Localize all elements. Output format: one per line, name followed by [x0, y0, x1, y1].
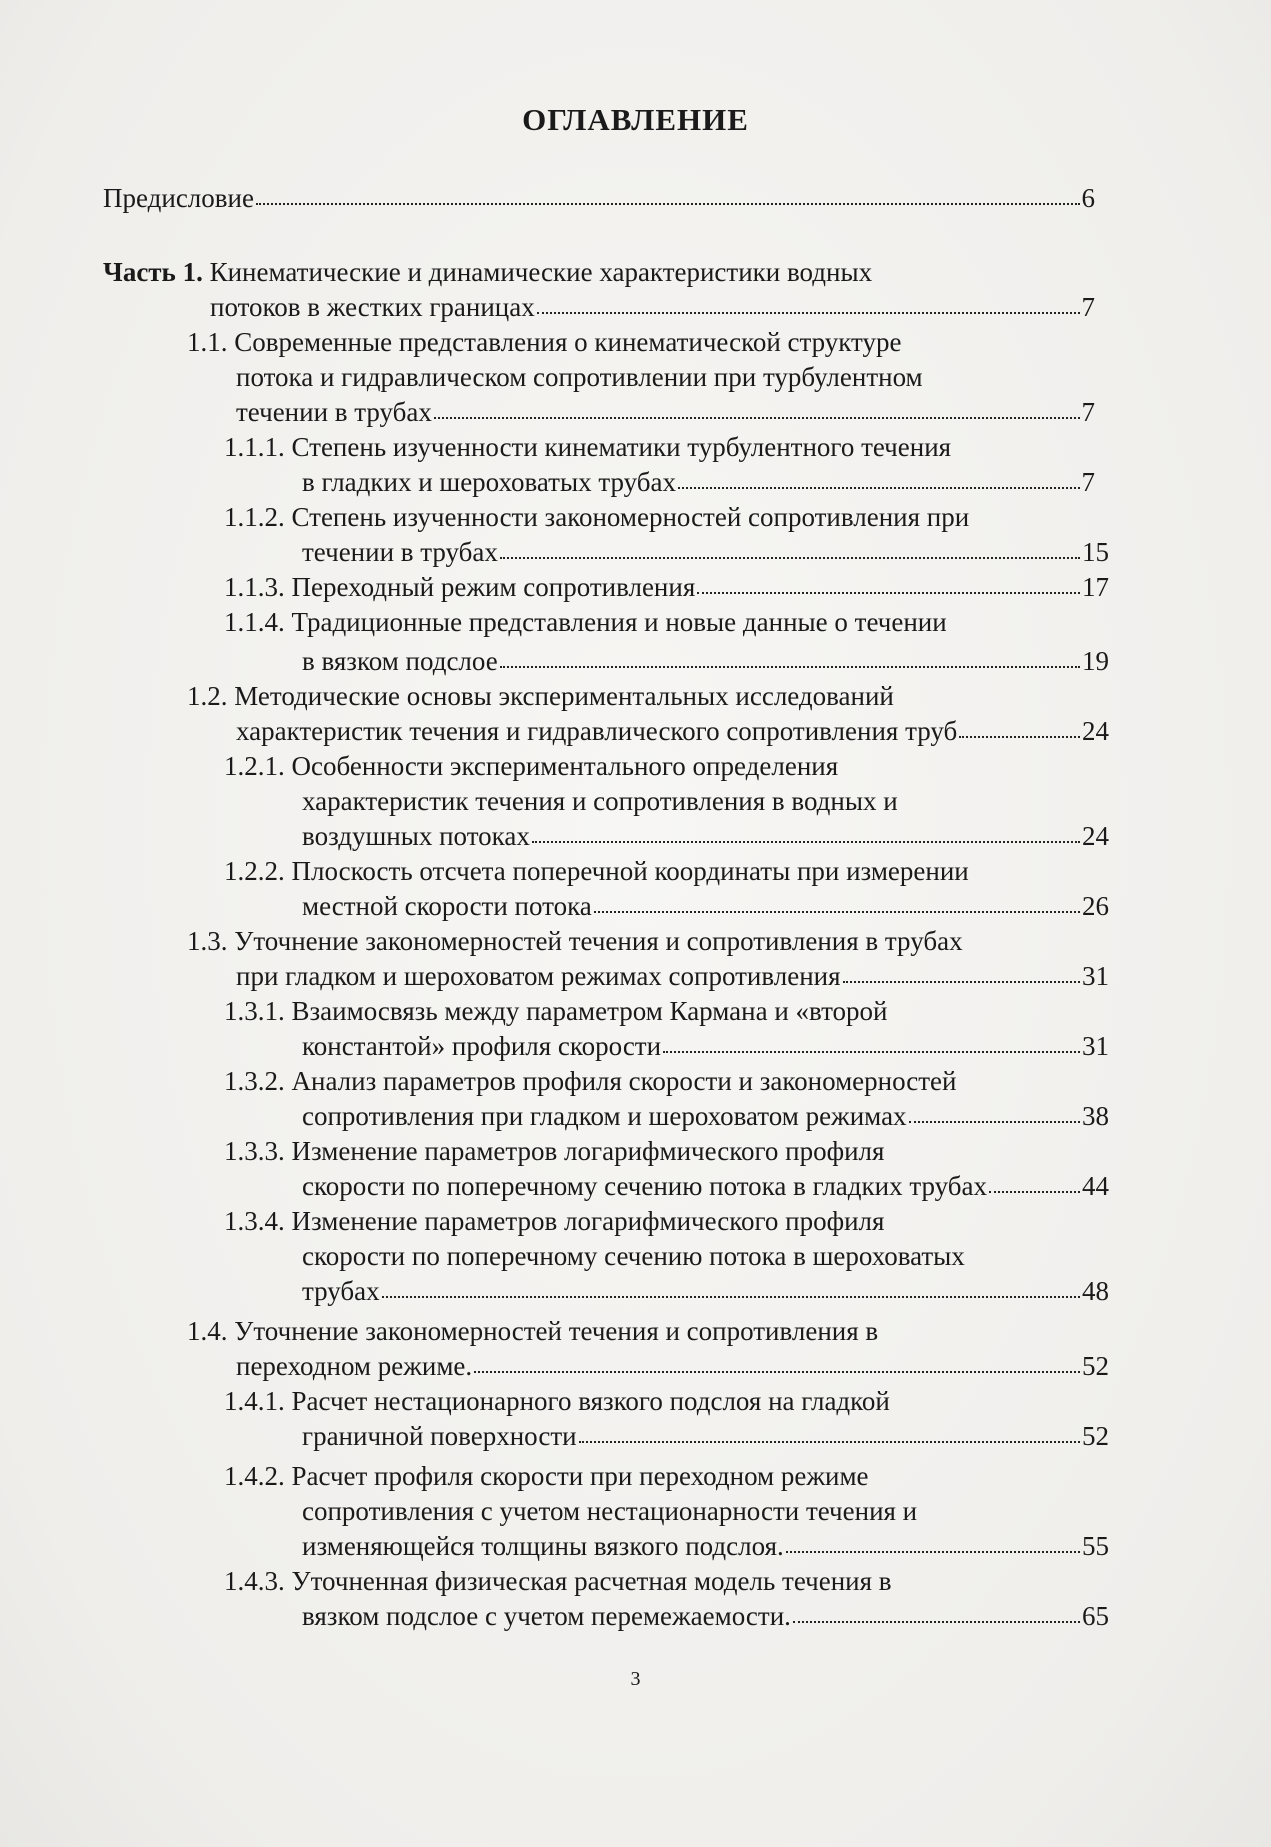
- entry-page: 7: [1081, 467, 1095, 497]
- dot-leader: [537, 312, 1080, 314]
- dot-leader: [959, 736, 1080, 738]
- toc-entry-1-1-4-end: [302, 648, 1109, 675]
- entry-page: 48: [1082, 1276, 1109, 1306]
- toc-entry-1-3-1-end: [302, 1033, 1109, 1060]
- toc-entry-1-1[interactable]: [187, 329, 901, 356]
- toc-entry-part1[interactable]: [103, 259, 872, 286]
- entry-title: характеристик течения и сопротивления в водных и: [302, 786, 898, 816]
- entry-page: 15: [1082, 537, 1109, 567]
- toc-entry-1-4-2-end: [302, 1533, 1109, 1560]
- entry-title: граничной поверхности: [302, 1421, 577, 1451]
- entry-title: скорости по поперечному сечению потока в шероховатых: [302, 1241, 965, 1271]
- entry-page: 44: [1082, 1171, 1109, 1201]
- toc-entry-1-1-end: [236, 399, 1095, 426]
- toc-entry-preface[interactable]: [103, 185, 1095, 212]
- toc-entry-1-3-1[interactable]: [224, 998, 888, 1025]
- entry-page: 6: [1081, 183, 1095, 213]
- entry-title: 1.1. Современные представления о кинематической структуре: [187, 327, 902, 357]
- entry-title: в гладких и шероховатых трубах: [302, 467, 676, 497]
- toc-entry-1-4-2[interactable]: [224, 1463, 869, 1490]
- toc-entry-1-3-3-end: [302, 1173, 1109, 1200]
- toc-entry-1-1-2[interactable]: [224, 504, 969, 531]
- dot-leader: [500, 666, 1080, 668]
- toc-entry-1-1-1[interactable]: [224, 434, 951, 461]
- entry-title: течении в трубах: [236, 397, 432, 427]
- dot-leader: [909, 1121, 1080, 1123]
- toc-entry-1-4-2-cont: [302, 1498, 917, 1525]
- entry-page: 52: [1082, 1351, 1109, 1381]
- entry-title: сопротивления с учетом нестационарности течения и: [302, 1496, 918, 1526]
- entry-title: константой» профиля скорости: [302, 1031, 662, 1061]
- toc-entry-part1-cont: [210, 294, 1095, 321]
- entry-page: 7: [1081, 397, 1095, 427]
- entry-title: 1.1.4. Традиционные представления и новые данные о течении: [224, 607, 947, 637]
- toc-entry-1-4[interactable]: [187, 1318, 878, 1345]
- entry-title: 1.2.2. Плоскость отсчета поперечной координаты при измерении: [224, 856, 969, 886]
- entry-title: местной скорости потока: [302, 891, 592, 921]
- toc-entry-1-2-end: [236, 718, 1109, 745]
- entry-page: 65: [1082, 1601, 1109, 1631]
- entry-page: 26: [1082, 891, 1109, 921]
- toc-entry-1-2-1-cont: [302, 788, 898, 815]
- toc-entry-1-2-2-end: [302, 893, 1109, 920]
- toc-entry-1-3-2[interactable]: [224, 1068, 956, 1095]
- dot-leader: [663, 1051, 1080, 1053]
- toc-entry-1-4-3[interactable]: [224, 1568, 892, 1595]
- dot-leader: [500, 557, 1080, 559]
- dot-leader: [697, 592, 1080, 594]
- entry-title: вязком подслое с учетом перемежаемости.: [302, 1601, 791, 1631]
- dot-leader: [793, 1621, 1080, 1623]
- toc-entry-1-3-4-end: [302, 1278, 1109, 1305]
- toc-entry-1-2[interactable]: [187, 683, 894, 710]
- toc-entry-1-4-3-end: [302, 1603, 1109, 1630]
- entry-title: сопротивления при гладком и шероховатом режимах: [302, 1101, 907, 1131]
- entry-title: 1.1.1. Степень изученности кинематики турбулентного течения: [224, 432, 952, 462]
- dot-leader: [474, 1371, 1080, 1373]
- entry-title: воздушных потоках: [302, 821, 530, 851]
- entry-page: 31: [1082, 961, 1109, 991]
- entry-title: 1.3. Уточнение закономерностей течения и сопротивления в трубах: [187, 926, 963, 956]
- entry-title: трубах: [302, 1276, 380, 1306]
- entry-title: Кинематические и динамические характеристики водных: [209, 257, 873, 287]
- page-title: ОГЛАВЛЕНИЕ: [522, 102, 749, 137]
- toc-entry-1-1-3[interactable]: [224, 574, 1109, 601]
- toc-entry-1-3[interactable]: [187, 928, 963, 955]
- entry-page: 38: [1082, 1101, 1109, 1131]
- entry-page: 55: [1082, 1531, 1109, 1561]
- entry-title: скорости по поперечному сечению потока в гладких трубах: [302, 1171, 987, 1201]
- dot-leader: [579, 1441, 1080, 1443]
- toc-entry-1-2-1[interactable]: [224, 753, 838, 780]
- toc-entry-1-2-2[interactable]: [224, 858, 969, 885]
- entry-page: 7: [1081, 292, 1095, 322]
- toc-entry-1-1-2-end: [302, 539, 1109, 566]
- entry-title: в вязком подслое: [302, 646, 498, 676]
- entry-title: Предисловие: [103, 183, 254, 213]
- entry-title: 1.1.2. Степень изученности закономерностей сопротивления при: [224, 502, 970, 532]
- entry-title: 1.3.3. Изменение параметров логарифмического профиля: [224, 1136, 885, 1166]
- toc-entry-1-3-4-cont: [302, 1243, 965, 1270]
- entry-title: 1.3.1. Взаимосвязь между параметром Кармана и «второй: [224, 996, 888, 1026]
- entry-page: 24: [1082, 821, 1109, 851]
- toc-entry-1-4-1[interactable]: [224, 1388, 890, 1415]
- toc-entry-1-2-1-end: [302, 823, 1109, 850]
- toc-entry-1-3-end: [236, 963, 1109, 990]
- entry-title: 1.3.2. Анализ параметров профиля скорости и закономерностей: [224, 1066, 957, 1096]
- entry-title: изменяющейся толщины вязкого подслоя.: [302, 1531, 784, 1561]
- dot-leader: [843, 981, 1080, 983]
- entry-title: характеристик течения и гидравлического сопротивления труб: [236, 716, 958, 746]
- entry-title: 1.2. Методические основы экспериментальных исследований: [187, 681, 894, 711]
- toc-entry-1-3-4[interactable]: [224, 1208, 884, 1235]
- entry-title: 1.3.4. Изменение параметров логарифмического профиля: [224, 1206, 885, 1236]
- part-prefix: Часть 1.: [103, 257, 203, 287]
- entry-title: 1.4.2. Расчет профиля скорости при переходном режиме: [224, 1461, 869, 1491]
- entry-title: 1.1.3. Переходный режим сопротивления: [224, 572, 696, 602]
- page-number: 3: [630, 1668, 641, 1690]
- entry-title: 1.4.3. Уточненная физическая расчетная модель течения в: [224, 1566, 892, 1596]
- dot-leader: [594, 911, 1080, 913]
- entry-title: 1.2.1. Особенности экспериментального определения: [224, 751, 839, 781]
- entry-page: 24: [1082, 716, 1109, 746]
- dot-leader: [434, 417, 1080, 419]
- dot-leader: [989, 1191, 1080, 1193]
- dot-leader: [678, 487, 1080, 489]
- toc-entry-1-4-1-end: [302, 1423, 1109, 1450]
- toc-entry-1-1-1-end: [302, 469, 1095, 496]
- toc-entry-1-3-3[interactable]: [224, 1138, 884, 1165]
- dot-leader: [256, 203, 1080, 205]
- entry-page: 52: [1082, 1421, 1109, 1451]
- entry-title: потоков в жестких границах: [210, 292, 535, 322]
- entry-title: при гладком и шероховатом режимах сопротивления: [236, 961, 841, 991]
- dot-leader: [532, 841, 1080, 843]
- entry-title: 1.4.1. Расчет нестационарного вязкого подслоя на гладкой: [224, 1386, 890, 1416]
- entry-title: переходном режиме.: [236, 1351, 473, 1381]
- toc-entry-1-3-2-end: [302, 1103, 1109, 1130]
- entry-title: течении в трубах: [302, 537, 498, 567]
- entry-title: потока и гидравлическом сопротивлении при турбулентном: [236, 362, 923, 392]
- entry-page: 19: [1082, 646, 1109, 676]
- dot-leader: [786, 1551, 1080, 1553]
- toc-entry-1-4-end: [236, 1353, 1109, 1380]
- entry-title: 1.4. Уточнение закономерностей течения и сопротивления в: [187, 1316, 879, 1346]
- entry-page: 31: [1082, 1031, 1109, 1061]
- dot-leader: [382, 1296, 1080, 1298]
- entry-page: 17: [1082, 572, 1109, 602]
- toc-entry-1-1-4[interactable]: [224, 609, 947, 636]
- toc-entry-1-1-cont: [236, 364, 923, 391]
